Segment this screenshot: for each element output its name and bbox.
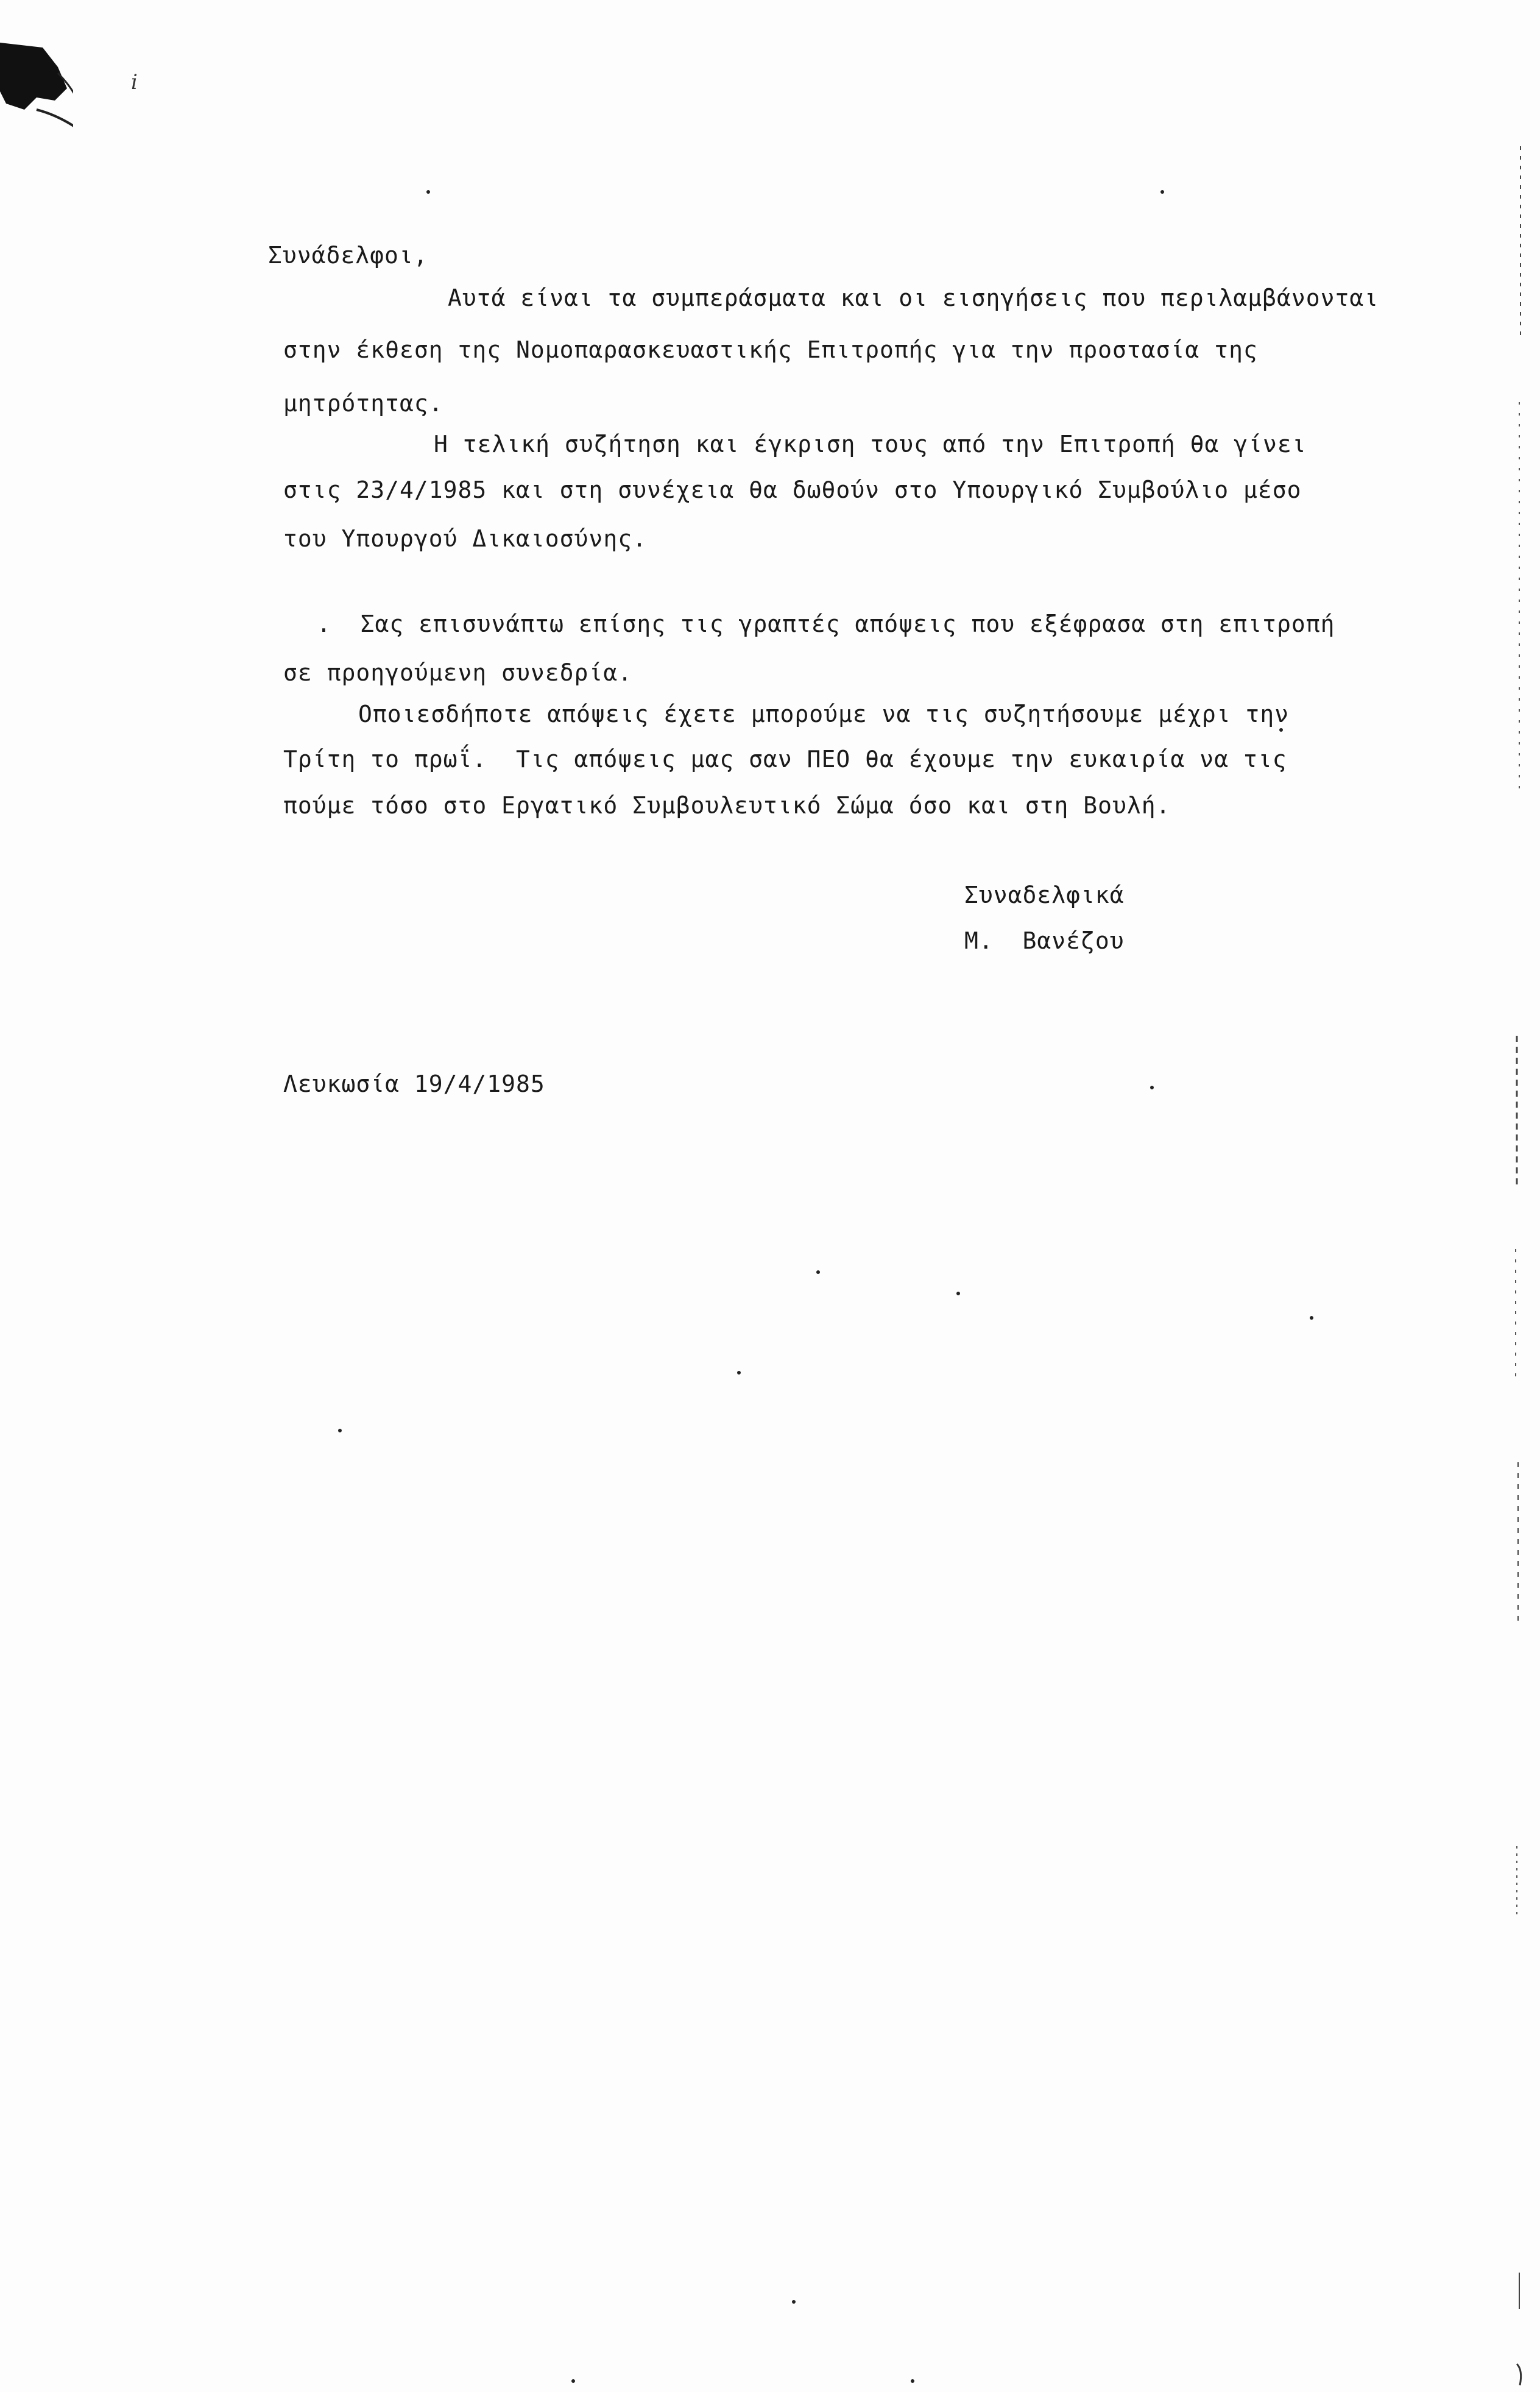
paragraph-1-line-1: Αυτά είναι τα συμπεράσματα και οι εισηγήσεις που περιλαμβάνονται bbox=[448, 285, 1379, 311]
paragraph-4-line-1: Οποιεσδήποτε απόψεις έχετε μπορούμε να τις συζητήσουμε μέχρι την bbox=[358, 701, 1290, 727]
scan-speck bbox=[816, 1270, 820, 1274]
scan-speck bbox=[737, 1371, 741, 1375]
scan-speck bbox=[1150, 1086, 1154, 1089]
paragraph-2-line-1: Η τελική συζήτηση και έγκριση τους από την Επιτροπή θα γίνει bbox=[434, 431, 1307, 458]
scan-artifact-blob bbox=[0, 43, 73, 134]
signature: Μ. Βανέζου bbox=[964, 927, 1125, 954]
handwritten-mark: i bbox=[131, 70, 138, 94]
paragraph-3-line-2: σε προηγούμενη συνεδρία. bbox=[283, 659, 633, 686]
paragraph-4-line-2: Τρίτη το πρωΐ. Τις απόψεις μας σαν ΠΕΟ θα έχουμε την ευκαιρία να τις bbox=[283, 746, 1287, 773]
paragraph-4-line-3: πούμε τόσο στο Εργατικό Συμβουλευτικό Σώμα όσο και στη Βουλή. bbox=[283, 792, 1171, 819]
scan-speck bbox=[911, 2379, 914, 2383]
scan-speck bbox=[1160, 190, 1164, 194]
salutation: Συνάδελφοι, bbox=[268, 242, 428, 269]
paragraph-1-line-2: στην έκθεση της Νομοπαρασκευαστικής Επιτροπής για την προστασία της bbox=[283, 336, 1258, 363]
scan-speck bbox=[1279, 728, 1283, 732]
paragraph-3-line-1: . Σας επισυνάπτω επίσης τις γραπτές απόψεις που εξέφρασα στη επιτροπή bbox=[317, 610, 1335, 637]
closing: Συναδελφικά bbox=[964, 882, 1125, 908]
scan-speck bbox=[1310, 1316, 1313, 1320]
place-date: Λευκωσία 19/4/1985 bbox=[283, 1070, 545, 1097]
scan-edge-noise bbox=[1505, 0, 1529, 2392]
paragraph-1-line-3: μητρότητας. bbox=[283, 390, 443, 417]
scan-speck bbox=[571, 2379, 575, 2383]
scan-speck bbox=[338, 1429, 342, 1432]
scan-speck bbox=[956, 1292, 960, 1295]
paragraph-2-line-2: στις 23/4/1985 και στη συνέχεια θα δωθούν στο Υπουργικό Συμβούλιο μέσο bbox=[283, 476, 1302, 503]
scan-speck bbox=[792, 2300, 796, 2304]
scan-speck bbox=[426, 190, 430, 194]
paragraph-2-line-3: του Υπουργού Δικαιοσύνης. bbox=[283, 525, 647, 552]
